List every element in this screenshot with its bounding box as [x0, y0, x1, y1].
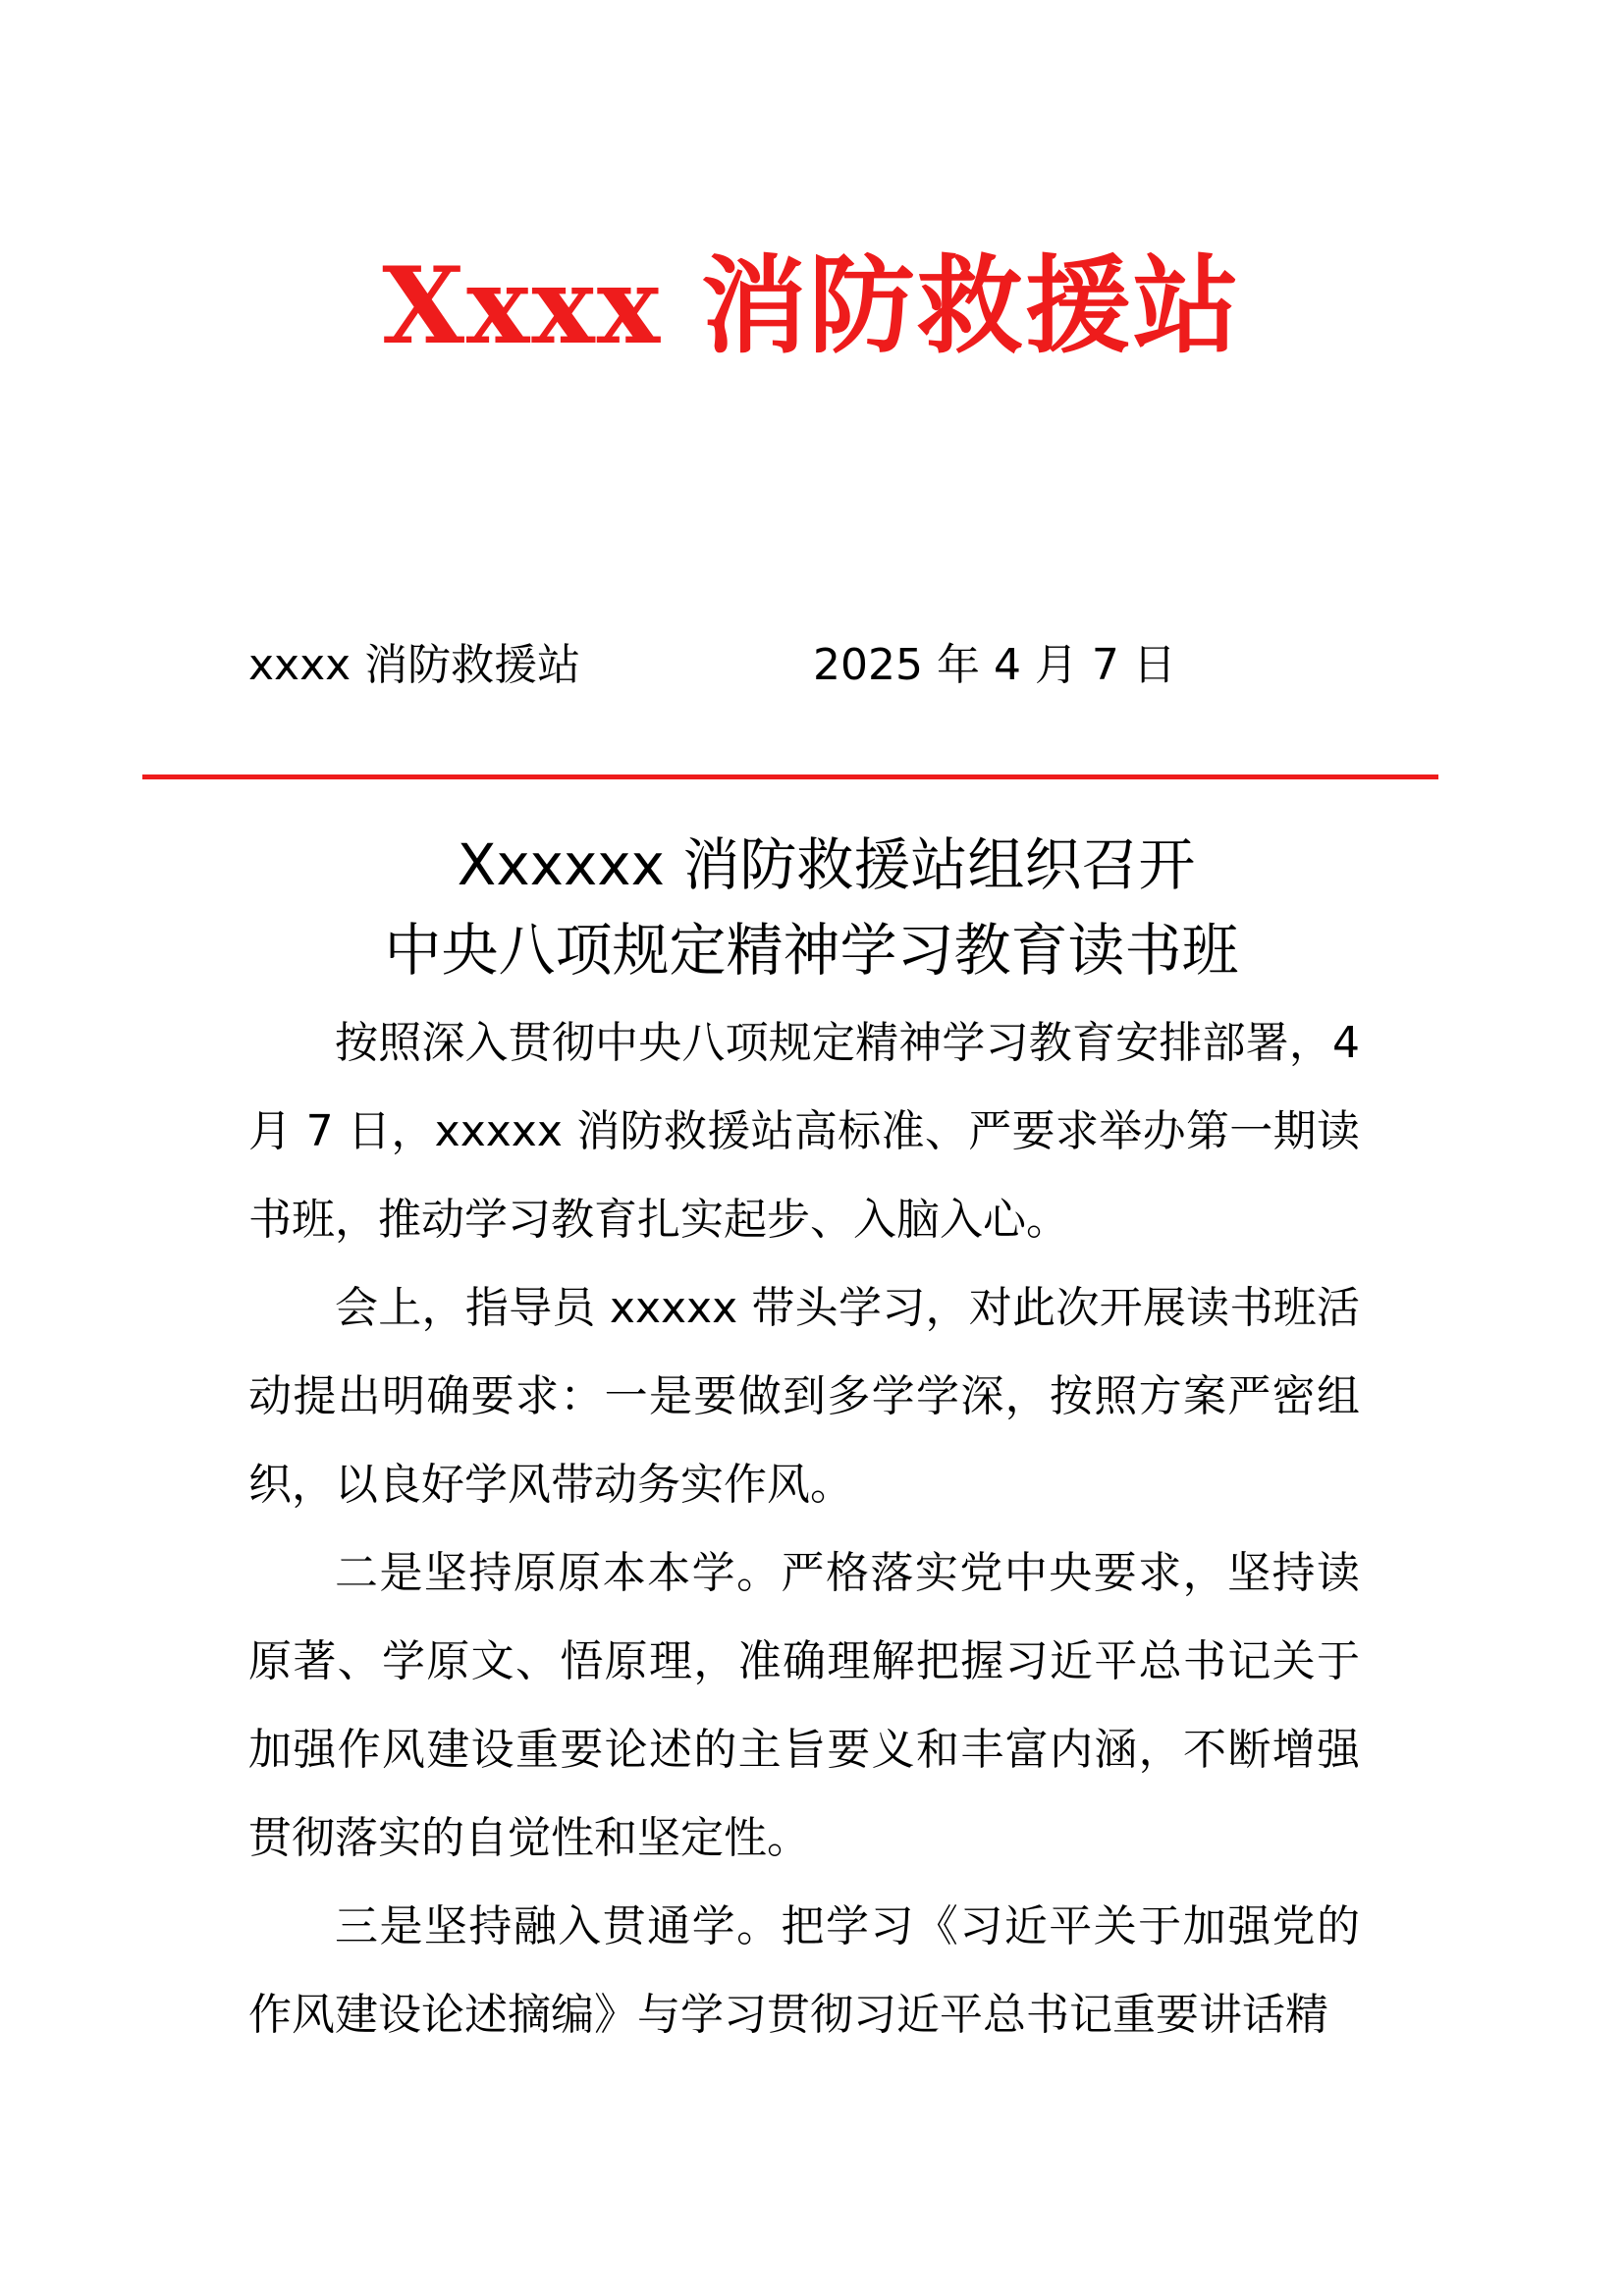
document-title-line-1: Xxxxxx 消防救援站组织召开 — [457, 831, 1196, 898]
document-body — [248, 999, 1360, 2059]
issue-date: 2025 年 4 月 7 日 — [813, 640, 1176, 690]
body-paragraph: 三是坚持融入贯通学。把学习《习近平关于加强党的作风建设论述摘编》与学习贯彻习近平总书记重要讲话精 — [248, 1901, 1360, 2040]
body-paragraph: 会上，指导员 xxxxx 带头学习，对此次开展读书班活动提出明确要求：一是要做到多学学深，按照方案严密组织，以良好学风带动务实作风。 — [248, 1283, 1360, 1510]
document-title-line-2: 中央八项规定精神学习教育读书班 — [384, 917, 1239, 984]
red-divider-line — [142, 774, 1438, 779]
body-paragraph: 二是坚持原原本本学。严格落实党中央要求，坚持读原著、学原文、悟原理，准确理解把握习近平总书记关于加强作风建设重要论述的主旨要义和丰富内涵，不断增强贯彻落实的自觉性和坚定性。 — [248, 1548, 1360, 1863]
body-paragraph: 按照深入贯彻中央八项规定精神学习教育安排部署，4 月 7 日，xxxxx 消防救援站高标准、严要求举办第一期读书班，推动学习教育扎实起步、入脑入心。 — [248, 1018, 1360, 1245]
masthead-title: Xxxx 消防救援站 — [382, 244, 1241, 368]
issuer-name: xxxx 消防救援站 — [248, 640, 581, 690]
document-title — [0, 823, 1623, 993]
issuer-line — [248, 636, 1427, 695]
